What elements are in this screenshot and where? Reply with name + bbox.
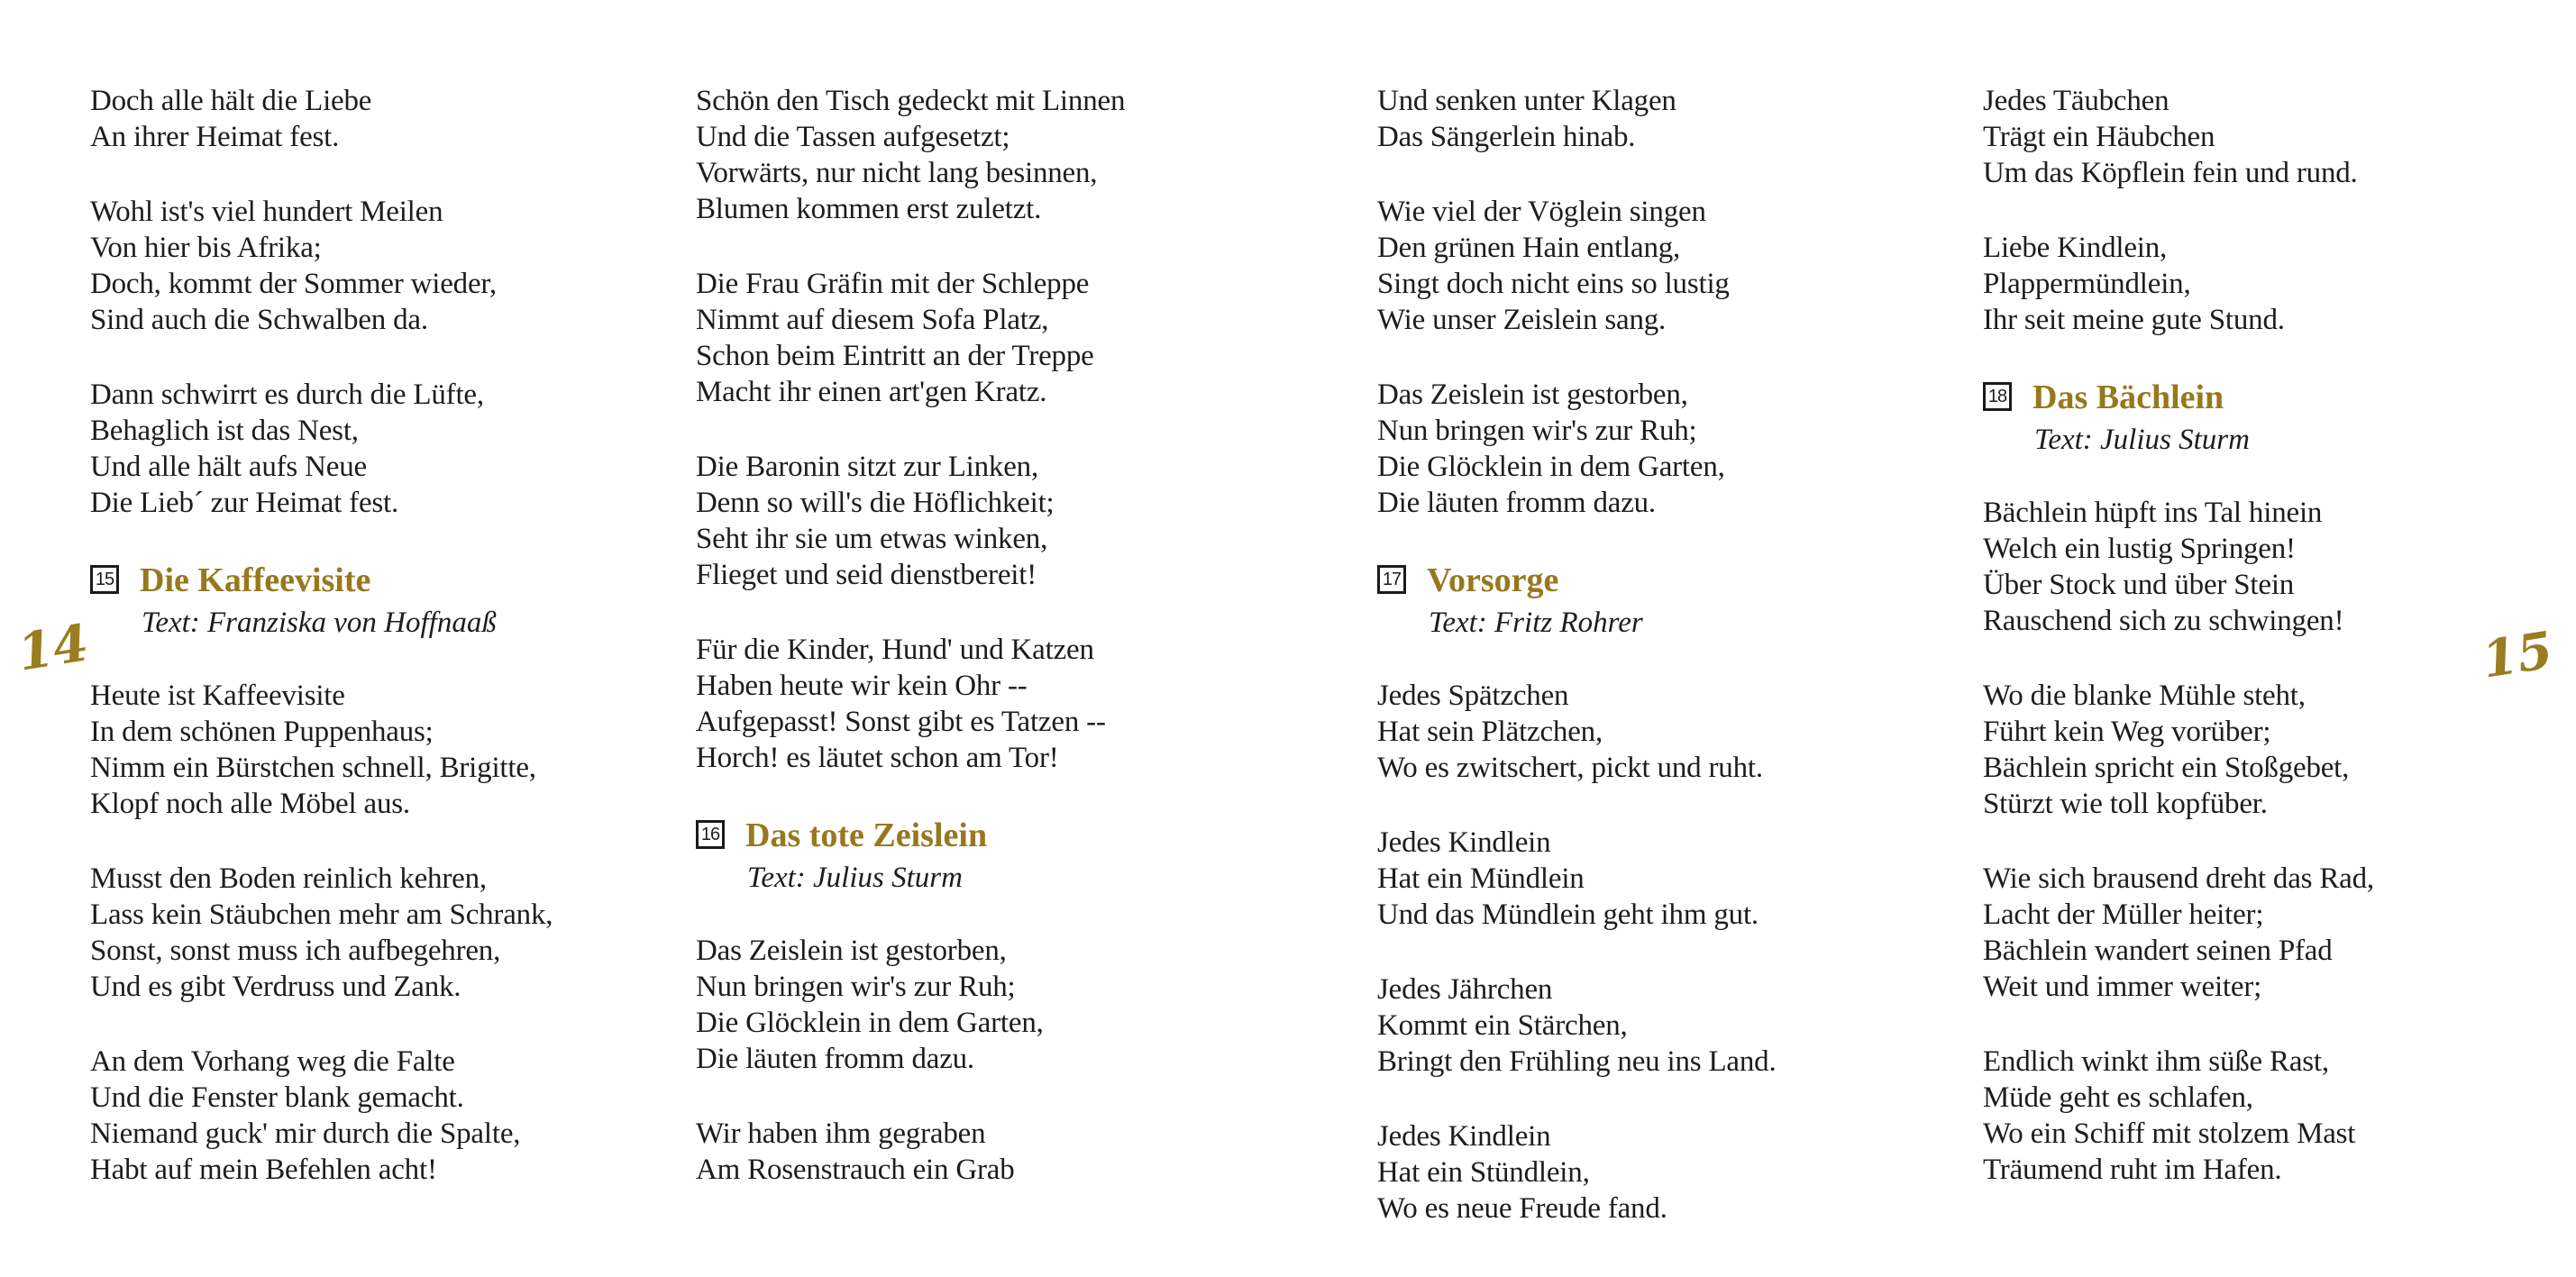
poem-line: Das Zeislein ist gestorben,	[696, 935, 1007, 967]
poem-line: Träumend ruht im Hafen.	[1983, 1154, 2282, 1186]
poem-line: Am Rosenstrauch ein Grab	[696, 1154, 1015, 1186]
stanza	[1983, 495, 2560, 639]
poem-line: Wo ein Schiff mit stolzem Mast	[1983, 1117, 2356, 1150]
song-author: Text: Fritz Rohrer	[1429, 607, 1643, 639]
poem-line: Die Lieb´ zur Heimat fest.	[90, 487, 399, 519]
stanza	[696, 1116, 1273, 1188]
stanza	[1377, 825, 1954, 933]
poem-line: Bächlein spricht ein Stoßgebet,	[1983, 752, 2350, 784]
poem-line: Horch! es läutet schon am Tor!	[696, 742, 1059, 774]
stanza	[90, 377, 667, 521]
poem-line: Nun bringen wir's zur Ruh;	[1377, 415, 1697, 447]
poem-line: Und das Mündlein geht ihm gut.	[1377, 898, 1758, 931]
poem-line: Um das Köpflein fein und rund.	[1983, 157, 2358, 189]
poem-line: Wo es zwitschert, pickt und ruht.	[1377, 752, 1763, 784]
poem-line: Sonst, sonst muss ich aufbegehren,	[90, 935, 501, 967]
poem-line: Niemand guck' mir durch die Spalte,	[90, 1117, 521, 1150]
song-number-badge: 16	[696, 820, 725, 849]
poem-line: Behaglich ist das Nest,	[90, 415, 359, 447]
song-author: Text: Franziska von Hoffnaaß	[142, 607, 497, 639]
poem-line: Schön den Tisch gedeckt mit Linnen	[696, 85, 1126, 117]
poem-line: Und die Tassen aufgesetzt;	[696, 121, 1010, 153]
stanza	[90, 83, 667, 155]
stanza	[90, 678, 667, 822]
poem-line: Wie viel der Vöglein singen	[1377, 196, 1706, 228]
poem-line: Jedes Spätzchen	[1377, 680, 1569, 712]
poem-line: Doch alle hält die Liebe	[90, 85, 372, 117]
stanza	[696, 933, 1273, 1077]
poem-line: Die läuten fromm dazu.	[696, 1043, 974, 1075]
poem-line: In dem schönen Puppenhaus;	[90, 716, 434, 748]
poem-line: Jedes Kindlein	[1377, 1120, 1551, 1153]
song-title: Die Kaffeevisite	[140, 561, 371, 599]
poem-line: Bächlein hüpft ins Tal hinein	[1983, 497, 2323, 529]
page-number-left: 14	[14, 613, 93, 683]
poem-line: Den grünen Hain entlang,	[1377, 232, 1681, 264]
poem-column-4	[1983, 83, 2560, 1227]
poem-line: Plappermündlein,	[1983, 268, 2191, 300]
poem-line: Die Glöcklein in dem Garten,	[1377, 451, 1725, 483]
poem-line: Nimm ein Bürstchen schnell, Brigitte,	[90, 752, 536, 784]
poem-line: Hat ein Mündlein	[1377, 862, 1585, 895]
page-number-right: 15	[2478, 620, 2557, 690]
poem-line: Flieget und seid dienstbereit!	[696, 559, 1037, 591]
poem-line: Jedes Täubchen	[1983, 85, 2170, 117]
song-heading-row	[90, 560, 667, 601]
poem-line: Das Sängerlein hinab.	[1377, 121, 1636, 153]
poem-line: Für die Kinder, Hund' und Katzen	[696, 634, 1094, 666]
poem-line: Über Stock und über Stein	[1983, 569, 2295, 601]
poem-line: Liebe Kindlein,	[1983, 232, 2168, 264]
stanza	[1377, 194, 1954, 338]
poem-line: Führt kein Weg vorüber;	[1983, 716, 2271, 748]
poem-line: Klopf noch alle Möbel aus.	[90, 788, 410, 820]
song-heading	[90, 560, 667, 643]
poem-line: Musst den Boden reinlich kehren,	[90, 862, 487, 895]
poem-line: Jedes Kindlein	[1377, 826, 1551, 859]
song-title: Das tote Zeislein	[745, 816, 988, 854]
stanza	[1377, 678, 1954, 786]
poem-line: Und es gibt Verdruss und Zank.	[90, 971, 461, 1003]
poem-line: Endlich winkt ihm süße Rast,	[1983, 1045, 2329, 1078]
poem-line: Und die Fenster blank gemacht.	[90, 1081, 464, 1114]
poem-line: An ihrer Heimat fest.	[90, 121, 340, 153]
poem-line: Lacht der Müller heiter;	[1983, 898, 2264, 931]
poem-column-1	[90, 83, 667, 1227]
poem-line: Kommt ein Stärchen,	[1377, 1009, 1628, 1042]
stanza	[1377, 83, 1954, 155]
poem-line: Wo die blanke Mühle steht,	[1983, 680, 2306, 712]
stanza	[1983, 83, 2560, 191]
poem-line: Denn so will's die Höflichkeit;	[696, 487, 1055, 519]
poem-line: Die Frau Gräfin mit der Schleppe	[696, 268, 1090, 300]
poem-line: Die Glöcklein in dem Garten,	[696, 1007, 1044, 1039]
poem-line: Hat sein Plätzchen,	[1377, 716, 1603, 748]
stanza	[696, 83, 1273, 227]
song-number-badge: 15	[90, 565, 119, 594]
poem-line: Schon beim Eintritt an der Treppe	[696, 340, 1094, 372]
poem-line: Nimmt auf diesem Sofa Platz,	[696, 304, 1049, 336]
poem-line: Aufgepasst! Sonst gibt es Tatzen --	[696, 706, 1106, 738]
poem-line: Bächlein wandert seinen Pfad	[1983, 935, 2333, 967]
stanza	[1377, 1118, 1954, 1227]
poem-line: Das Zeislein ist gestorben,	[1377, 379, 1688, 411]
poem-line: Weit und immer weiter;	[1983, 971, 2262, 1003]
stanza	[90, 1044, 667, 1188]
poem-line: Seht ihr sie um etwas winken,	[696, 523, 1048, 555]
stanza	[1377, 971, 1954, 1080]
stanza	[1983, 678, 2560, 822]
stanza	[696, 266, 1273, 410]
stanza	[696, 449, 1273, 593]
poem-line: An dem Vorhang weg die Falte	[90, 1045, 455, 1078]
poem-line: Singt doch nicht eins so lustig	[1377, 268, 1730, 300]
poem-line: Trägt ein Häubchen	[1983, 121, 2215, 153]
poem-line: Wie unser Zeislein sang.	[1377, 304, 1667, 336]
poem-line: Wir haben ihm gegraben	[696, 1117, 986, 1150]
poem-line: Stürzt wie toll kopfüber.	[1983, 788, 2268, 820]
stanza	[1983, 230, 2560, 338]
poem-line: Nun bringen wir's zur Ruh;	[696, 971, 1016, 1003]
stanza	[696, 632, 1273, 776]
song-title: Das Bächlein	[2032, 379, 2224, 416]
poem-line: Bringt den Frühling neu ins Land.	[1377, 1045, 1777, 1078]
poem-line: Rauschend sich zu schwingen!	[1983, 605, 2344, 637]
song-heading-row	[1983, 377, 2560, 418]
poem-line: Heute ist Kaffeevisite	[90, 680, 345, 712]
song-author: Text: Julius Sturm	[747, 862, 963, 894]
stanza	[1983, 1044, 2560, 1188]
poem-line: Wie sich brausend dreht das Rad,	[1983, 862, 2374, 895]
poem-line: Welch ein lustig Springen!	[1983, 533, 2296, 565]
song-title: Vorsorge	[1427, 561, 1559, 599]
stanza	[1983, 861, 2560, 1005]
poem-line: Von hier bis Afrika;	[90, 232, 322, 264]
poem-line: Habt auf mein Befehlen acht!	[90, 1154, 437, 1186]
poem-line: Wohl ist's viel hundert Meilen	[90, 196, 443, 228]
poem-line: Doch, kommt der Sommer wieder,	[90, 268, 497, 300]
poem-line: Vorwärts, nur nicht lang besinnen,	[696, 157, 1098, 189]
song-number-badge: 17	[1377, 565, 1406, 594]
poem-line: Und alle hält aufs Neue	[90, 451, 367, 483]
poem-line: Dann schwirrt es durch die Lüfte,	[90, 379, 484, 411]
stanza	[1377, 377, 1954, 521]
poem-line: Hat ein Stündlein,	[1377, 1156, 1590, 1189]
poem-line: Sind auch die Schwalben da.	[90, 304, 428, 336]
poem-line: Macht ihr einen art'gen Kratz.	[696, 376, 1047, 408]
song-heading	[1377, 560, 1954, 643]
song-heading-row	[696, 815, 1273, 856]
song-number-badge: 18	[1983, 382, 2012, 411]
poem-line: Die Baronin sitzt zur Linken,	[696, 451, 1039, 483]
poem-line: Blumen kommen erst zuletzt.	[696, 193, 1042, 225]
song-author: Text: Julius Sturm	[2034, 424, 2250, 456]
poem-line: Wo es neue Freude fand.	[1377, 1192, 1667, 1225]
poem-line: Müde geht es schlafen,	[1983, 1081, 2253, 1114]
poem-line: Die läuten fromm dazu.	[1377, 487, 1656, 519]
stanza	[90, 194, 667, 338]
song-heading	[1983, 377, 2560, 460]
poem-line: Lass kein Stäubchen mehr am Schrank,	[90, 898, 553, 931]
stanza	[90, 861, 667, 1005]
poem-column-3	[1377, 83, 1954, 1265]
song-heading-row	[1377, 560, 1954, 601]
poem-line: Haben heute wir kein Ohr --	[696, 670, 1028, 702]
poem-line: Und senken unter Klagen	[1377, 85, 1676, 117]
poem-line: Jedes Jährchen	[1377, 973, 1553, 1006]
poem-column-2	[696, 83, 1273, 1227]
song-heading	[696, 815, 1273, 898]
poem-line: Ihr seit meine gute Stund.	[1983, 304, 2285, 336]
